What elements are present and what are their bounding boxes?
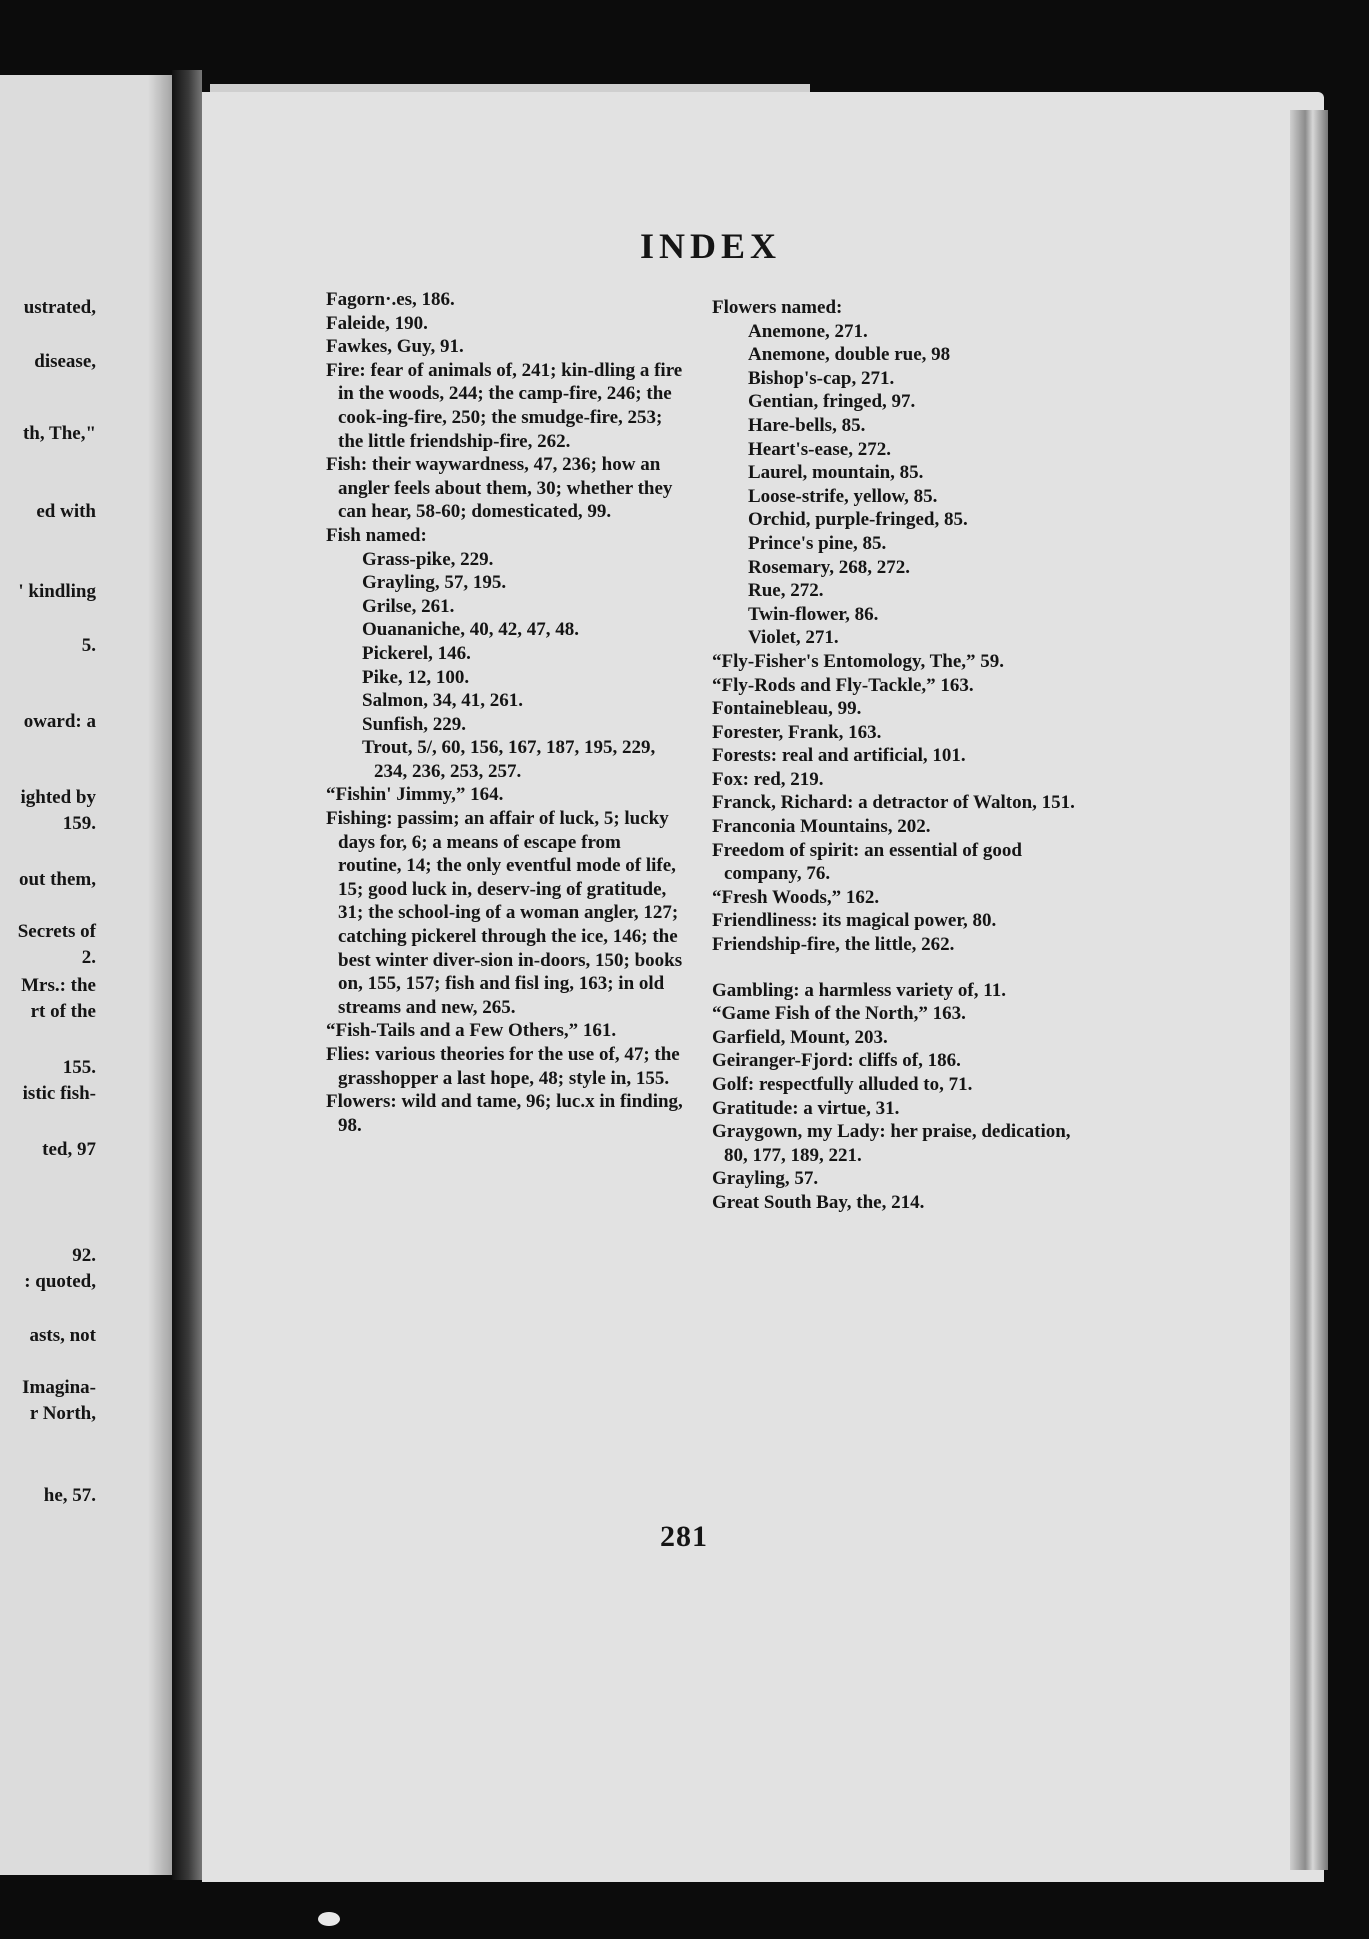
index-entry: Grayling, 57. (712, 1168, 819, 1190)
facing-page-line: ighted by (20, 787, 96, 808)
index-entry: Fontainebleau, 99. (712, 698, 862, 720)
index-subentry: Anemone, double rue, 98 (748, 344, 951, 366)
facing-page-line: 155. (62, 1057, 96, 1078)
facing-page-line: Secrets of (17, 921, 96, 942)
index-subentry: Sunfish, 229. (362, 713, 467, 735)
index-subentry: Loose-strife, yellow, 85. (748, 485, 938, 507)
index-entry: Franconia Mountains, 202. (712, 816, 931, 838)
index-entry: Garfield, Mount, 203. (712, 1026, 888, 1048)
index-subentry: Ouananiche, 40, 42, 47, 48. (362, 619, 579, 641)
facing-page-line: Mrs.: the (21, 975, 96, 996)
facing-page-line: disease, (34, 351, 96, 372)
index-entry: “Game Fish of the North,” 163. (712, 1003, 966, 1025)
index-subentry: Anemone, 271. (748, 320, 868, 342)
index-subentry: Salmon, 34, 41, 261. (362, 690, 523, 712)
index-subentry: Violet, 271. (748, 627, 839, 649)
gutter-shadow (148, 75, 172, 1875)
index-subentry: Grayling, 57, 195. (362, 572, 507, 594)
facing-page-line: 2. (81, 947, 96, 968)
index-subentry: Pike, 12, 100. (362, 666, 470, 688)
index-entry: Golf: respectfully alluded to, 71. (712, 1074, 973, 1095)
page-edge-stack (1290, 110, 1328, 1870)
facing-page-line: ted, 97 (42, 1139, 96, 1160)
facing-page-line: th, The," (22, 423, 96, 444)
index-entry: Fire: fear of animals of, 241; kin-dling a fire in the woods, 244; the camp-fire, 246; the cook-ing-fire, 250; the smudge-fire, 253; the little friendship-fire, 262. (326, 359, 683, 452)
facing-page-line: asts, not (29, 1325, 96, 1346)
facing-page-line: out them, (18, 869, 96, 890)
index-entry: Friendliness: its magical power, 80. (712, 910, 997, 932)
facing-page-line: : quoted, (24, 1271, 96, 1292)
index-entry: Gambling: a harmless variety of, 11. (712, 979, 1006, 1001)
index-entry: Fish: their waywardness, 47, 236; how an angler feels about them, 30; whether they can hear, 58-60; domesticated, 99. (326, 454, 673, 523)
index-entry: Flowers: wild and tame, 96; luc.x in finding, 98. (326, 1091, 683, 1136)
facing-page-line: r North, (29, 1403, 96, 1424)
index-subentry: Prince's pine, 85. (748, 532, 887, 554)
index-entry: “Fly-Rods and Fly-Tackle,” 163. (712, 674, 974, 696)
facing-page-line: ed with (36, 501, 96, 522)
facing-page-line: 92. (72, 1245, 96, 1266)
index-entry: “Fishin' Jimmy,” 164. (326, 784, 504, 806)
index-entry: Fish named: (326, 524, 427, 546)
index-subentry: Gentian, fringed, 97. (748, 391, 916, 413)
facing-page-line: 159. (62, 813, 96, 834)
index-subentry: Laurel, mountain, 85. (748, 462, 924, 484)
index-entry: Geiranger-Fjord: cliffs of, 186. (712, 1050, 961, 1072)
index-entry: Flies: various theories for the use of, 47; the grasshopper a last hope, 48; style in, 155. (326, 1044, 680, 1089)
index-entry: Fishing: passim; an affair of luck, 5; lucky days for, 6; a means of escape from routine, 14; the only eventful mode of life, 15; good luck in, deserv-ing of gratitude, 31; the school-ing of a woman angler, 127; catching pickerel through the ice, 146; the best winter diver-sion in-doors, 150; books on, 155, 157; fish and fisl ing, 163; in old streams and new, 265. (326, 808, 683, 1018)
index-entry: Forester, Frank, 163. (712, 721, 882, 743)
index-entry: Gratitude: a virtue, 31. (712, 1097, 900, 1119)
index-subentry: Twin-flower, 86. (748, 603, 879, 625)
index-subentry: Heart's-ease, 272. (748, 438, 891, 460)
index-subentry: Bishop's-cap, 271. (748, 367, 895, 389)
facing-page-line: istic fish- (22, 1083, 96, 1104)
index-entry: “Fresh Woods,” 162. (712, 886, 880, 908)
index-entry: Fawkes, Guy, 91. (326, 336, 464, 358)
facing-page-line: Imagina- (22, 1377, 96, 1398)
facing-page-line: ' kindling (18, 581, 96, 602)
index-entry: Fox: red, 219. (712, 768, 824, 790)
index-subentry: Grass-pike, 229. (362, 548, 494, 570)
index-subentry: Hare-bells, 85. (748, 414, 866, 436)
index-entry: Friendship-fire, the little, 262. (712, 934, 955, 956)
index-subentry: Pickerel, 146. (362, 642, 471, 664)
index-entry: “Fly-Fisher's Entomology, The,” 59. (712, 650, 1005, 672)
index-entry: Fagorn·.es, 186. (326, 289, 455, 310)
index-entry: Graygown, my Lady: her praise, dedication, 80, 177, 189, 221. (712, 1121, 1071, 1166)
index-entry: Faleide, 190. (326, 312, 428, 334)
index-entry: Flowers named: (712, 297, 843, 318)
index-entry: Franck, Richard: a detractor of Walton, 151. (712, 792, 1075, 814)
scan-artifact (318, 1912, 340, 1926)
facing-page-line: he, 57. (43, 1485, 96, 1506)
index-column-right (712, 296, 1084, 1215)
index-entry: Forests: real and artificial, 101. (712, 745, 966, 767)
index-subentry: Trout, 5/, 60, 156, 167, 187, 195, 229, 234, 236, 253, 257. (362, 737, 656, 782)
book-spine (172, 70, 202, 1880)
index-subentry: Orchid, purple-fringed, 85. (748, 509, 968, 531)
index-subentry: Grilse, 261. (362, 595, 455, 617)
facing-page-line: oward: a (23, 711, 96, 732)
index-entry: Freedom of spirit: an essential of good company, 76. (712, 839, 1022, 885)
index-entry: Great South Bay, the, 214. (712, 1191, 925, 1213)
index-subentry: Rosemary, 268, 272. (748, 556, 911, 578)
index-entry: “Fish-Tails and a Few Others,” 161. (326, 1020, 617, 1042)
facing-page-line: ustrated, (23, 297, 96, 318)
page-number: 281 (660, 1520, 708, 1553)
index-column-left (326, 288, 684, 1137)
section-gap (712, 957, 1084, 979)
facing-page-line: rt of the (30, 1001, 96, 1022)
facing-page-line: 5. (81, 635, 96, 656)
index-subentry: Rue, 272. (748, 580, 824, 602)
page-heading: INDEX (640, 226, 782, 266)
